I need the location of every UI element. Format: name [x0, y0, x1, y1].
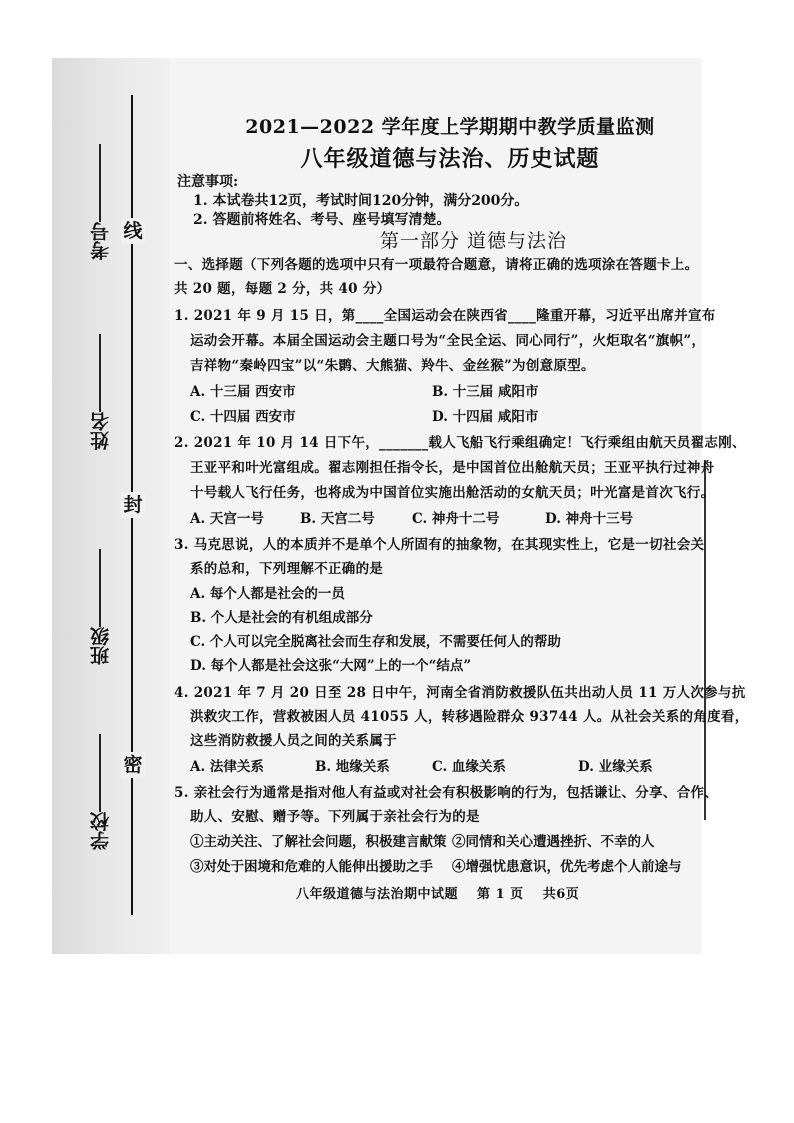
exam-title: 2021—2022 学年度上学期期中教学质量监测 — [245, 116, 655, 138]
notice-item: 1. 本试卷共12页，考试时间120分钟，满分200分。 — [193, 193, 529, 209]
question-5-option: ③对处于困境和危难的人能伸出援助之手 — [190, 859, 433, 875]
school-blank — [99, 734, 101, 812]
question-3-option: B. 个人是社会的有机组成部分 — [190, 610, 373, 626]
school-field — [80, 730, 120, 880]
notice-item: 2. 答题前将姓名、考号、座号填写清楚。 — [193, 212, 451, 228]
class-field — [80, 545, 120, 695]
question-4-option: A. 法律关系 — [190, 759, 264, 775]
question-2-option: D. 神舟十三号 — [545, 511, 634, 527]
class-label: 班级 — [89, 627, 112, 665]
question-3-option: C. 个人可以完全脱离社会而生存和发展，不需要任何人的帮助 — [190, 634, 561, 650]
page-footer — [296, 883, 593, 902]
footer-page-number: 第 1 页 — [477, 887, 524, 902]
question-3-option: A. 每个人都是社会的一员 — [190, 586, 345, 602]
question-4-option: B. 地缘关系 — [315, 759, 390, 775]
question-5-option: ④增强忧患意识，优先考虑个人前途与 — [452, 859, 682, 875]
question-4-option: D. 业缘关系 — [578, 759, 653, 775]
school-label: 学校 — [89, 812, 112, 850]
question-2-line: 2. 2021 年 10 月 14 日下午，_______载人飞船飞行乘组确定！飞行乘组由航天员翟志刚、 — [174, 435, 746, 451]
seal-char-secret: 密 — [121, 752, 145, 778]
seal-char-line: 线 — [121, 218, 145, 244]
class-blank — [99, 549, 101, 627]
section-instruction: 共 20 题，每题 2 分，共 40 分） — [174, 281, 391, 297]
name-label: 姓名 — [89, 412, 112, 450]
exam-number-field — [80, 140, 120, 290]
question-1-option: B. 十三届 咸阳市 — [432, 384, 539, 400]
question-5-option: ②同情和关心遭遇挫折、不幸的人 — [452, 834, 655, 850]
question-1-line: 吉祥物“秦岭四宝”以“朱鹮、大熊猫、羚牛、金丝猴”为创意原型。 — [190, 358, 595, 374]
name-field — [80, 330, 120, 480]
exam-number-label: 考号 — [89, 222, 112, 260]
question-2-line: 王亚平和叶光富组成。翟志刚担任指令长，是中国首位出舱航天员；王亚平执行过神舟 — [190, 460, 715, 476]
question-1-line: 运动会开幕。本届全国运动会主题口号为“全民全运、同心同行”，火炬取名“旗帜”， — [190, 333, 706, 349]
question-5-line: 助人、安慰、赠予等。下列属于亲社会行为的是 — [190, 809, 480, 825]
seal-char-seal: 封 — [121, 492, 145, 518]
section-instruction: 一、选择题（下列各题的选项中只有一项最符合题意，请将正确的选项涂在答题卡上。 — [174, 257, 699, 273]
question-2-line: 十号载人飞行任务，也将成为中国首位实施出舱活动的女航天员；叶光富是首次飞行。 — [190, 485, 715, 501]
question-5-line: 5. 亲社会行为通常是指对他人有益或对社会有积极影响的行为，包括谦让、分享、合作、 — [174, 785, 719, 801]
question-3-option: D. 每个人都是社会这张“大网”上的一个“结点” — [190, 658, 472, 674]
question-5-option: ①主动关注、了解社会问题，积极建言献策 — [190, 834, 447, 850]
footer-total-pages: 共6页 — [542, 887, 580, 902]
question-2-option: A. 天宫一号 — [190, 511, 264, 527]
question-2-option: B. 天宫二号 — [300, 511, 375, 527]
page-edge-mark — [704, 460, 706, 820]
question-4-line: 4. 2021 年 7 月 20 日至 28 日中午，河南全省消防救援队伍共出动人员 11 万人次参与抗 — [174, 685, 746, 701]
question-2-option: C. 神舟十二号 — [412, 511, 500, 527]
part-title: 第一部分 道德与法治 — [380, 230, 568, 252]
question-3-line: 3. 马克思说，人的本质并不是单个人所固有的抽象物，在其现实性上，它是一切社会关 — [174, 537, 705, 553]
question-4-option: C. 血缘关系 — [432, 759, 506, 775]
question-4-line: 洪救灾工作，营救被困人员 41055 人，转移遇险群众 93744 人。从社会关系的角度看， — [190, 709, 749, 725]
exam-number-blank — [99, 144, 101, 222]
name-blank — [99, 334, 101, 412]
question-1-line: 1. 2021 年 9 月 15 日，第____全国运动会在陕西省____隆重开幕，习近平出席并宣布 — [174, 308, 716, 324]
question-3-line: 系的总和，下列理解不正确的是 — [190, 561, 384, 577]
footer-subject: 八年级道德与法治期中试题 — [296, 887, 459, 902]
notice-title: 注意事项: — [177, 174, 239, 190]
question-1-option: D. 十四届 咸阳市 — [432, 409, 539, 425]
question-4-line: 这些消防救援人员之间的关系属于 — [190, 733, 397, 749]
exam-subtitle: 八年级道德与法治、历史试题 — [300, 146, 600, 172]
question-1-option: A. 十三届 西安市 — [190, 384, 296, 400]
question-1-option: C. 十四届 西安市 — [190, 409, 296, 425]
